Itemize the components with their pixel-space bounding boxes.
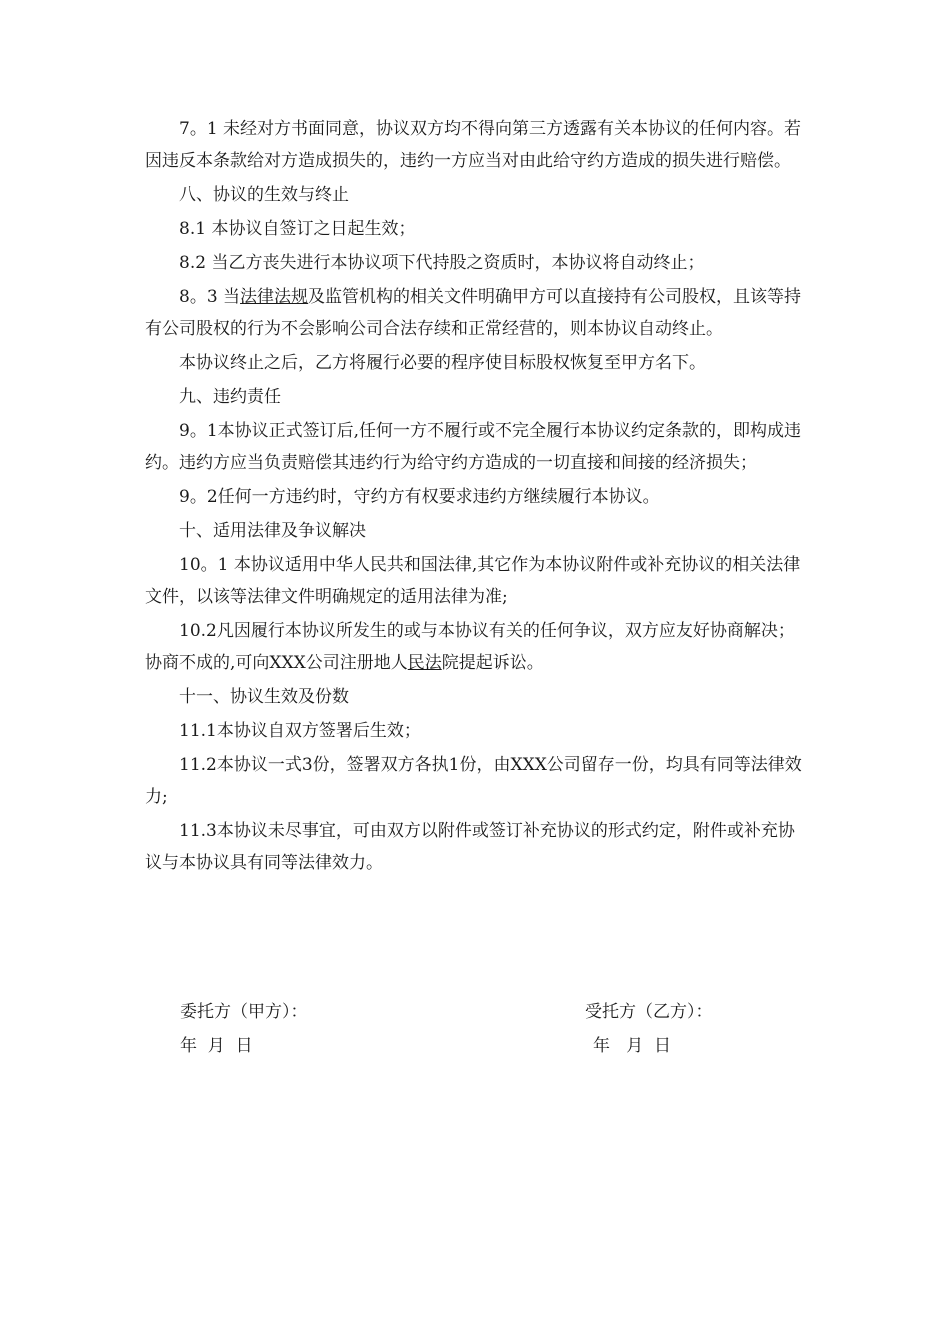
clause-11-1: 11.1本协议自双方签署后生效； — [179, 721, 421, 741]
party-b-date: 年 月 日 — [593, 1036, 672, 1056]
section-heading-11: 十一、协议生效及份数 — [179, 687, 349, 707]
clause-8-3-suffix: 及监管机构的相关文件明确甲方可以直接持有公司股权，且该等持有公司股权的行为不会影响公司合法存续和正常经营的，则本协议自动终止。 — [145, 287, 802, 339]
clause-8-3 — [145, 281, 810, 345]
party-a-label: 委托方（甲方）： — [180, 1002, 308, 1022]
clause-11-3: 11.3本协议未尽事宜，可由双方以附件或签订补充协议的形式约定，附件或补充协议与本协议具有同等法律效力。 — [145, 821, 795, 873]
clause-9-1: 9。1本协议正式签订后,任何一方不履行或不完全履行本协议约定条款的，即构成违约。违约方应当负责赔偿其违约行为给守约方造成的一切直接和间接的经济损失； — [145, 421, 802, 473]
document-body — [145, 113, 810, 879]
clause-7-1: 7。1 未经对方书面同意，协议双方均不得向第三方透露有关本协议的任何内容。若因违反本条款给对方造成损失的，违约一方应当对由此给守约方造成的损失进行赔偿。 — [145, 119, 802, 171]
clause-10-1: 10。1 本协议适用中华人民共和国法律,其它作为本协议附件或补充协议的相关法律文件，以该等法律文件明确规定的适用法律为准; — [145, 555, 801, 607]
section-heading-9: 九、违约责任 — [179, 387, 281, 407]
clause-8-1: 8.1 本协议自签订之日起生效； — [179, 219, 416, 239]
section-heading-8: 八、协议的生效与终止 — [179, 185, 349, 205]
party-b-label: 受托方（乙方）： — [585, 1002, 713, 1022]
clause-10-2-prefix: 10.2凡因履行本协议所发生的或与本协议有关的任何争议，双方应友好协商解决；协商不成的,可向XXX公司注册地人 — [145, 621, 795, 673]
civil-court-link[interactable]: 民法 — [407, 653, 442, 673]
party-a-date: 年 月 日 — [180, 1036, 253, 1056]
laws-regulations-link[interactable]: 法律法规 — [240, 287, 309, 307]
clause-10-2-suffix: 院提起诉讼。 — [441, 653, 544, 673]
section-heading-10: 十、适用法律及争议解决 — [179, 521, 366, 541]
clause-11-2: 11.2本协议一式3份，签署双方各执1份，由XXX公司留存一份，均具有同等法律效力; — [145, 755, 802, 807]
clause-8-2: 8.2 当乙方丧失进行本协议项下代持股之资质时，本协议将自动终止； — [179, 253, 705, 273]
clause-8-termination-effect: 本协议终止之后，乙方将履行必要的程序使目标股权恢复至甲方名下。 — [179, 353, 706, 373]
clause-10-2 — [145, 615, 810, 679]
clause-8-3-prefix: 8。3 当 — [179, 287, 241, 307]
clause-9-2: 9。2任何一方违约时，守约方有权要求违约方继续履行本协议。 — [179, 487, 660, 507]
